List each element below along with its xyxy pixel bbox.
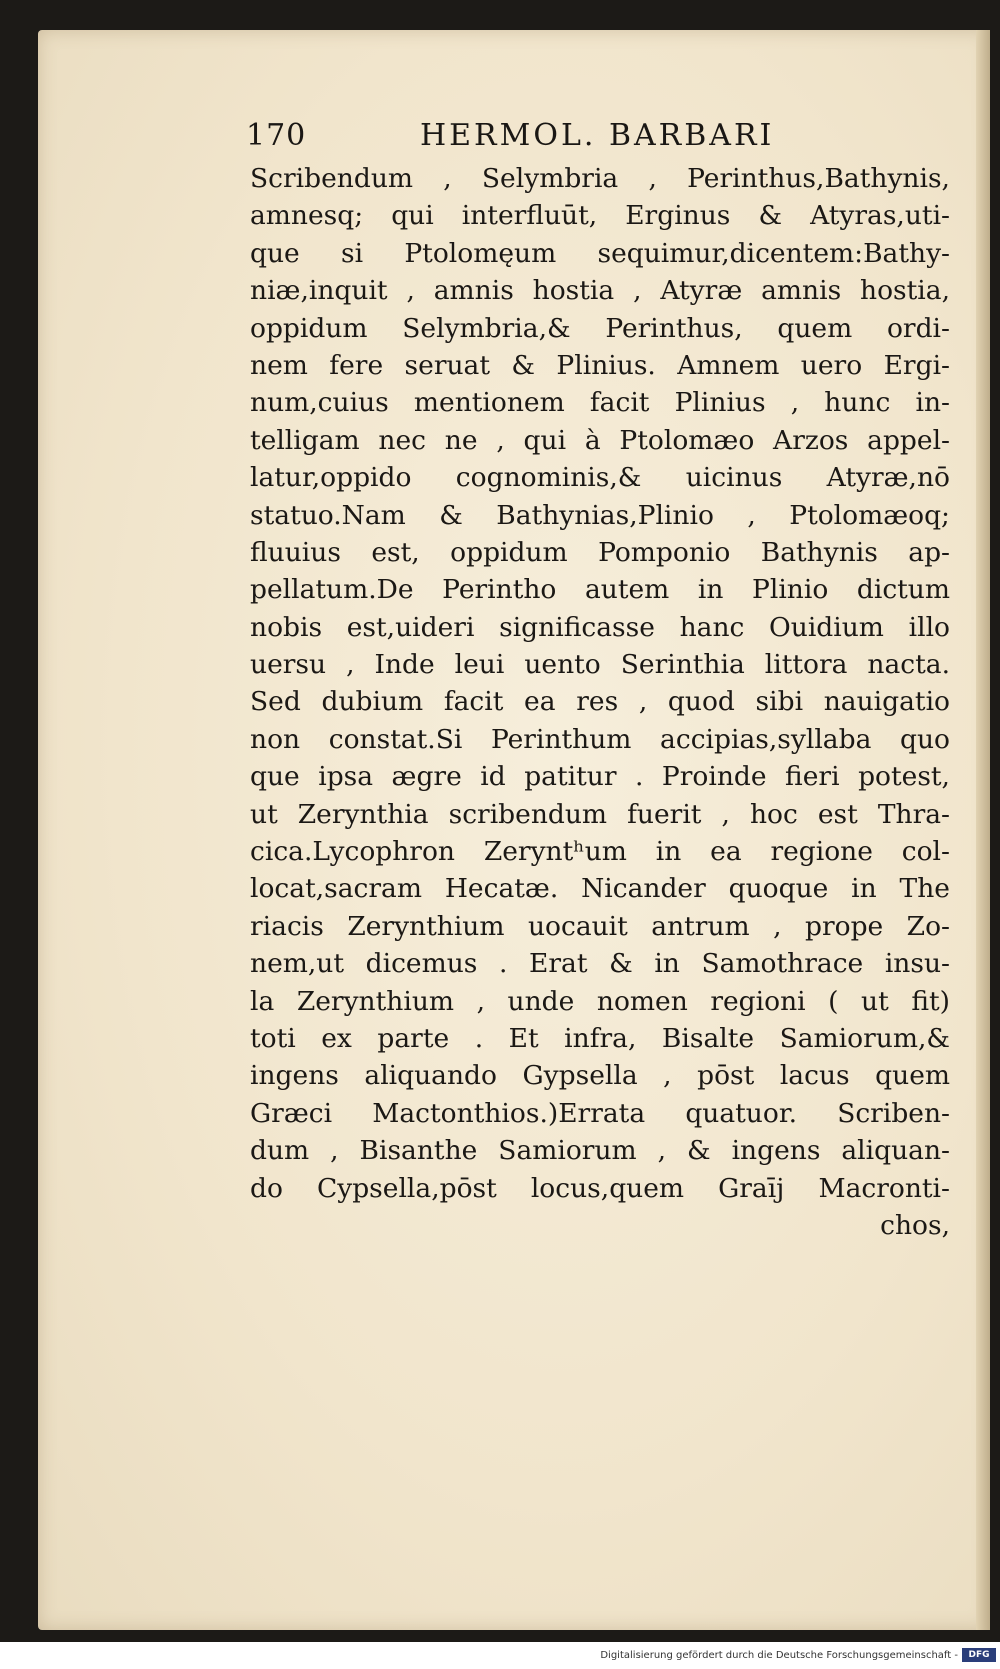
text-line: ingens aliquando Gypsella , pōst lacus quem xyxy=(250,1060,950,1092)
text-line: fluuius est, oppidum Pomponio Bathynis ap- xyxy=(250,536,950,568)
text-line: do Cypsella,pōst locus,quem Graīj Macronti- xyxy=(250,1172,950,1204)
text-line: non constat.Si Perinthum accipias,syllaba quo xyxy=(250,723,950,755)
funding-credit: Digitalisierung gefördert durch die Deutsche Forschungsgemeinschaft - xyxy=(600,1650,958,1661)
text-line: oppidum Selymbria,& Perinthus, quem ordi- xyxy=(250,312,950,344)
text-line: riacis Zerynthium uocauit antrum , prope Zo- xyxy=(250,910,950,942)
text-line: telligam nec ne , qui à Ptolomæo Arzos appel- xyxy=(250,424,950,456)
body-text xyxy=(250,160,950,1244)
text-line: Sed dubium facit ea res , quod sibi nauigatio xyxy=(250,686,950,718)
text-line: que ipsa ægre id patitur . Proinde fieri potest, xyxy=(250,761,950,793)
catchword: chos, xyxy=(880,1209,950,1241)
text-line: niæ,inquit , amnis hostia , Atyræ amnis hostia, xyxy=(250,275,950,307)
text-line: locat,sacram Hecatæ. Nicander quoque in The xyxy=(250,873,950,905)
text-line: nobis est,uideri significasse hanc Ouidium illo xyxy=(250,611,950,643)
dfg-logo: DFG xyxy=(962,1648,996,1662)
text-line: la Zerynthium , unde nomen regioni ( ut fit) xyxy=(250,985,950,1017)
text-line: ut Zerynthia scribendum fuerit , hoc est Thra- xyxy=(250,798,950,830)
page-number: 170 xyxy=(246,118,307,153)
running-head: HERMOL. BARBARI xyxy=(420,118,775,153)
text-line: latur,oppido cognominis,& uicinus Atyræ,nō xyxy=(250,462,950,494)
text-line: pellatum.De Perintho autem in Plinio dictum xyxy=(250,574,950,606)
text-line: nem,ut dicemus . Erat & in Samothrace insu- xyxy=(250,948,950,980)
text-line: toti ex parte . Et infra, Bisalte Samiorum,& xyxy=(250,1022,950,1054)
text-line: nem fere seruat & Plinius. Amnem uero Ergi- xyxy=(250,349,950,381)
text-line: statuo.Nam & Bathynias,Plinio , Ptolomæoq; xyxy=(250,499,950,531)
text-line: que si Ptolomęum sequimur,dicentem:Bathy- xyxy=(250,237,950,269)
text-line: Græci Mactonthios.)Errata quatuor. Scriben- xyxy=(250,1097,950,1129)
text-line: num,cuius mentionem facit Plinius , hunc in- xyxy=(250,387,950,419)
text-line: dum , Bisanthe Samiorum , & ingens aliquan- xyxy=(250,1135,950,1167)
digitization-footer xyxy=(0,1642,1000,1669)
text-line: uersu , Inde leui uento Serinthia littora nacta. xyxy=(250,649,950,681)
page-header xyxy=(210,118,830,160)
text-line: Scribendum , Selymbria , Perinthus,Bathynis, xyxy=(250,163,950,194)
text-line: cica.Lycophron Zeryntʰum in ea regione col- xyxy=(250,836,950,868)
page-edge xyxy=(976,30,990,1630)
text-line: amnesq; qui interfluūt, Erginus & Atyras,uti- xyxy=(250,200,950,232)
